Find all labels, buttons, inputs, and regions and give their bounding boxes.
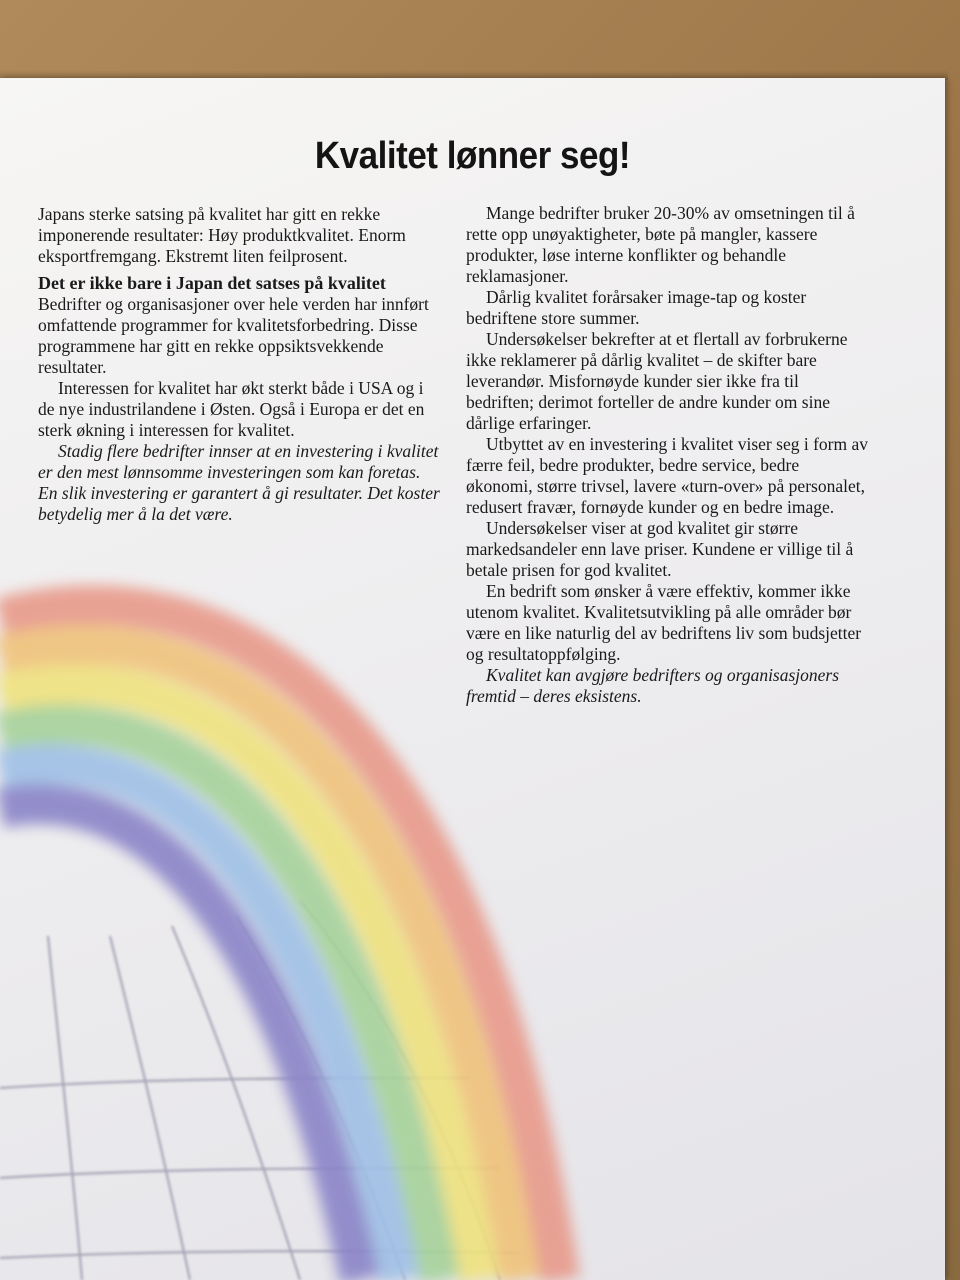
right-column <box>466 203 868 707</box>
paragraph: Undersøkelser viser at god kvalitet gir større markedsandeler enn lave priser. Kundene er villige til å betale prisen for god kvalitet. <box>466 518 854 580</box>
paragraph: Mange bedrifter bruker 20-30% av omsetningen til å rette opp unøyaktigheter, bøte på mangler, kassere produkter, løse interne konflikter og behandle reklamasjoner. <box>466 203 855 286</box>
italic-paragraph: Kvalitet kan avgjøre bedrifters og organisasjoners fremtid – deres eksistens. <box>466 665 840 706</box>
document-page <box>0 78 945 1280</box>
paragraph: Dårlig kvalitet forårsaker image-tap og koster bedriftene store summer. <box>466 287 807 328</box>
italic-paragraph: Stadig flere bedrifter innser at en investering i kvalitet er den mest lønnsomme investeringen som kan foretas. En slik investering er garantert å gi resultater. Det koster betydelig mer å la det være. <box>38 441 440 524</box>
paragraph: Bedrifter og organisasjoner over hele verden har innført omfattende programmer for kvalitetsforbedring. Disse programmene har gitt en rekke oppsiktsvekkende resultater. <box>38 294 429 377</box>
paragraph: Interessen for kvalitet har økt sterkt både i USA og i de nye industrilandene i Østen. Også i Europa er det en sterk økning i interessen for kvalitet. <box>38 378 425 440</box>
left-column <box>38 204 442 525</box>
intro-paragraph: Japans sterke satsing på kvalitet har gitt en rekke imponerende resultater: Høy produktkvalitet. Enorm eksportfremgang. Ekstremt liten feilprosent. <box>38 204 406 266</box>
page-title: Kvalitet lønner seg! <box>314 135 631 177</box>
section-heading: Det er ikke bare i Japan det satses på kvalitet <box>38 273 386 293</box>
paragraph: En bedrift som ønsker å være effektiv, kommer ikke utenom kvalitet. Kvalitetsutvikling på alle områder bør være en like naturlig del av bedriftens liv som budsjetter og resultatoppfølging. <box>466 581 862 664</box>
paragraph: Utbyttet av en investering i kvalitet viser seg i form av færre feil, bedre produkter, bedre service, bedre økonomi, større trivsel, lavere «turn-over» på personalet, redusert fravær, fornøyde kunder og en bedre image. <box>466 434 868 517</box>
paragraph: Undersøkelser bekrefter at et flertall av forbrukerne ikke reklamerer på dårlig kvalitet – de skifter bare leverandør. Misfornøyde kunder sier ikke fra til bedriften; derimot forteller de andre kunder om sine dårlige erfaringer. <box>466 329 848 433</box>
